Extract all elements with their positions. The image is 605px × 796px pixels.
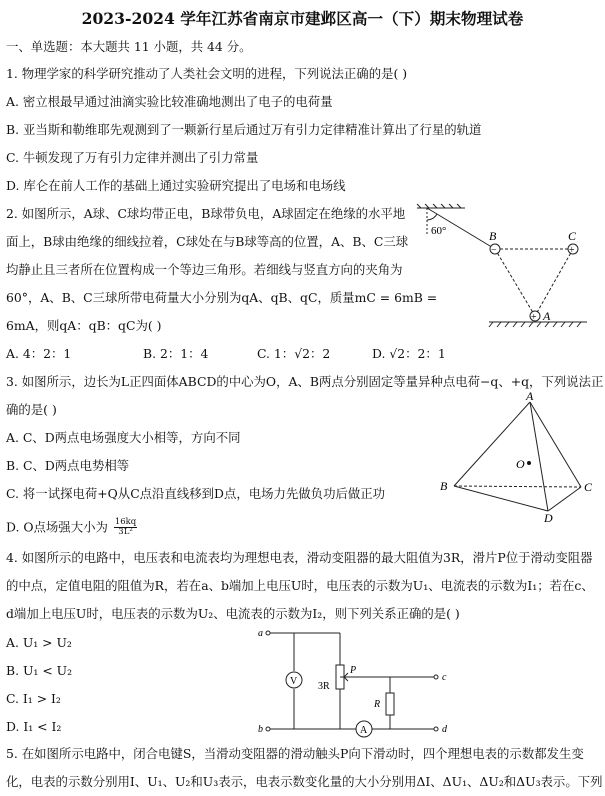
q2-option-a: A. 4：2：1 — [6, 346, 72, 361]
q3-option-c: C. 将一试探电荷+Q从C点沿直线移到D点，电场力先做负功后做正功 — [6, 486, 386, 501]
q4-resistor-label: R — [374, 699, 381, 710]
q4-line-3: d端加上电压U时，电压表的示数为U₂、电流表的示数为I₂，则下列关系正确的是( ) — [6, 606, 460, 621]
q2-line-5: 6mA，则qA：qB：qC为( ) — [6, 318, 162, 333]
q4-option-b: B. U₁ < U₂ — [6, 663, 73, 678]
q2-label-b: B — [489, 229, 497, 243]
q2-option-d: D. √2：2：1 — [372, 346, 446, 361]
q2-angle-label: 60° — [431, 225, 447, 237]
q5-line-1: 5. 在如图所示电路中，闭合电键S，当滑动变阻器的滑动触头P向下滑动时，四个理想电表的示数都发生变 — [6, 746, 584, 761]
q3-label-c: C — [584, 480, 593, 494]
q1-option-d: D. 库仑在前人工作的基础上通过实验研究提出了电场和电场线 — [6, 178, 346, 193]
q5-line-2: 化，电表的示数分别用I、U₁、U₂和U₃表示，电表示数变化量的大小分别用ΔI、ΔU₁、ΔU₂和ΔU₃表示。下列 — [6, 774, 603, 789]
q2-charge-b: − — [491, 245, 497, 256]
q1-option-c: C. 牛顿发现了万有引力定律并测出了引力常量 — [6, 150, 259, 165]
q4-ammeter-label: A — [360, 725, 368, 736]
q1-option-a: A. 密立根最早通过油滴实验比较准确地测出了电子的电荷量 — [6, 94, 333, 109]
q2-charge-c: + — [569, 245, 575, 256]
q3-fraction-denominator: 3L² — [118, 527, 133, 538]
q4-option-a: A. U₁ > U₂ — [6, 635, 72, 650]
q2-option-b: B. 2：1：4 — [143, 346, 209, 361]
q1-option-b: B. 亚当斯和勒维耶先观测到了一颗新行星后通过万有引力定律精准计算出了行星的轨道 — [6, 122, 482, 137]
q2-line-3: 均静止且三者所在位置构成一个等边三角形。若细线与竖直方向的夹角为 — [6, 262, 403, 277]
q3-label-o: O — [516, 457, 525, 471]
q4-option-d: D. I₁ < I₂ — [6, 719, 62, 734]
q1-stem: 1. 物理学家的科学研究推动了人类社会文明的进程，下列说法正确的是( ) — [6, 66, 408, 81]
q4-voltmeter-label: V — [290, 676, 298, 687]
q3-label-a: A — [526, 389, 534, 403]
q3-option-b: B. C、D两点电势相等 — [6, 458, 130, 473]
q4-terminal-d: d — [442, 724, 447, 735]
q3-line-1: 3. 如图所示，边长为L正四面体ABCD的中心为O，A、B两点分别固定等量异种点电荷−q、+q，下列说法正 — [6, 374, 604, 389]
q4-circuit-figure — [256, 627, 456, 739]
section-heading: 一、单选题：本大题共 11 小题，共 44 分。 — [6, 39, 252, 54]
q3-label-b: B — [440, 479, 448, 493]
q2-option-c: C. 1：√2：2 — [257, 346, 331, 361]
q4-terminal-a: a — [258, 628, 263, 639]
q2-line-2: 面上，B球由绝缘的细线拉着，C球处在与B球等高的位置，A、B、C三球 — [6, 234, 409, 249]
q3-option-d — [6, 518, 137, 538]
q3-option-d-prefix: D. O点场强大小为 — [6, 519, 108, 535]
q4-slider-label: P — [350, 665, 357, 676]
q3-fraction — [114, 518, 137, 538]
q2-line-4: 60°，A、B、C三球所带电荷量大小分别为qA、qB、qC，质量mC = 6mB = — [6, 290, 438, 305]
q4-terminal-c: c — [442, 672, 447, 683]
q4-option-c: C. I₁ > I₂ — [6, 691, 61, 706]
q2-charge-a: + — [531, 312, 537, 323]
q4-line-2: 的中点，定值电阻的阻值为R，若在a、b端加上电压U时，电压表的示数为U₁、电流表的示数为I₁；若在c、 — [6, 578, 594, 593]
q3-fraction-numerator: 16kq — [114, 517, 137, 527]
q3-line-2: 确的是( ) — [6, 402, 57, 417]
q2-line-1: 2. 如图所示，A球、C球均带正电，B球带负电，A球固定在绝缘的水平地 — [6, 206, 406, 221]
q3-label-d: D — [544, 511, 553, 525]
page-title: 2023-2024 学年江苏省南京市建邺区高一（下）期末物理试卷 — [81, 9, 524, 28]
q3-tetrahedron-figure — [436, 389, 596, 525]
q4-line-1: 4. 如图所示的电路中，电压表和电流表均为理想电表，滑动变阻器的最大阻值为3R，滑片P位于滑动变阻器 — [6, 550, 593, 565]
q2-label-c: C — [568, 229, 577, 243]
q4-terminal-b: b — [258, 724, 263, 735]
q2-triangle-figure — [415, 204, 595, 332]
q4-rheostat-label: 3R — [318, 681, 330, 692]
q3-option-a: A. C、D两点电场强度大小相等，方向不同 — [6, 430, 241, 445]
q2-label-a: A — [543, 309, 551, 323]
